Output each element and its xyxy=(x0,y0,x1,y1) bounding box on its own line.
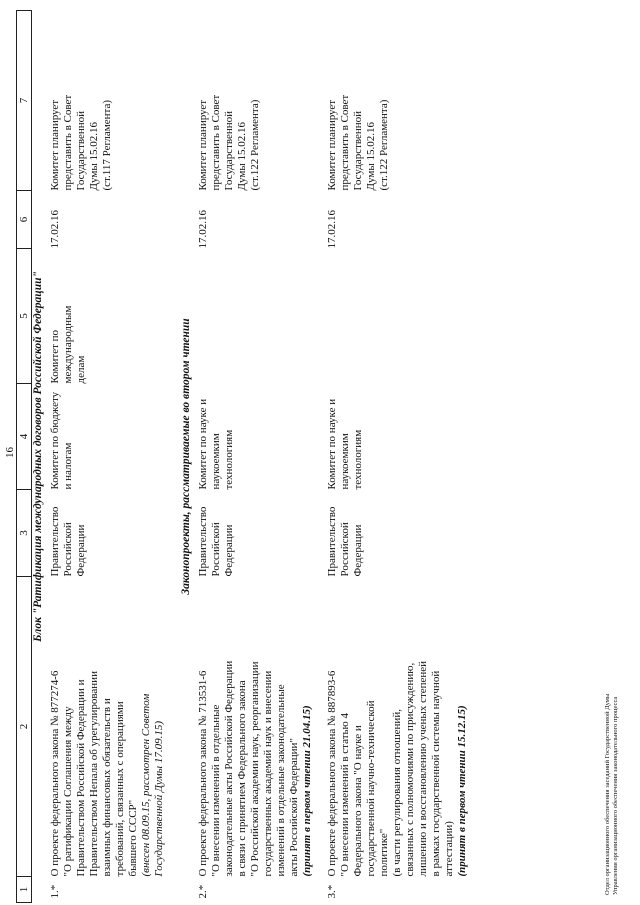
column-header-1: 1 xyxy=(17,877,32,903)
author-line: Федерации xyxy=(352,524,364,577)
plan-line: Государственной xyxy=(75,110,87,191)
row-number: 2.* xyxy=(197,884,209,899)
responsible-committee xyxy=(45,384,166,490)
bill-line: акты Российской Федерации" xyxy=(288,738,300,877)
bill-line: "О внесении изменений в отдельные xyxy=(210,704,222,877)
column-header-5: 5 xyxy=(17,249,32,384)
committee-line: и налогам xyxy=(62,442,74,490)
bill-line: в рамках государственной системы научной xyxy=(430,670,442,877)
author-line: Федерации xyxy=(223,524,235,577)
column-header-6: 6 xyxy=(17,191,32,249)
bill-author xyxy=(322,490,469,577)
plan-line: Государственной xyxy=(352,110,364,191)
bill-line: Правительством Российской Федерации и xyxy=(75,679,87,877)
author-line: Российской xyxy=(62,522,74,577)
bill-line: (в части регулирования отношений, xyxy=(391,709,403,877)
bill-line: лишению и восстановлению ученых степеней xyxy=(417,660,429,877)
author-line: Правительство xyxy=(326,506,338,577)
footer-line: Отдел организационного обеспечения заседаний Государственной Думы xyxy=(604,693,611,895)
co-executor-committee xyxy=(322,249,469,384)
bill-note: Государственной Думы 17.09.15) xyxy=(153,720,165,877)
bill-note: (принят в первом чтении 21.04.15) xyxy=(301,705,313,877)
bill-description xyxy=(322,577,469,877)
plan-note xyxy=(45,11,166,191)
plan-line: Комитет планирует xyxy=(326,99,338,191)
committee-line: технологиям xyxy=(352,429,364,490)
co-committee-line: международным xyxy=(62,305,74,384)
plan-line: Государственной xyxy=(223,110,235,191)
committee-line: наукоемким xyxy=(339,433,351,490)
bill-line: О проекте федерального закона № 713531-6 xyxy=(197,670,209,877)
section-heading-ratification: Блок "Ратификация международных договоров Российской Федерации" xyxy=(32,271,44,642)
bill-note: (внесен 08.09.15, рассмотрен Советом xyxy=(140,693,152,877)
bill-line: О проекте федерального закона № 877274-6 xyxy=(49,670,61,877)
bill-description xyxy=(193,577,314,877)
co-executor-committee xyxy=(45,249,166,384)
committee-line: технологиям xyxy=(223,429,235,490)
section-heading-row xyxy=(32,11,46,903)
footer-line: Управления организационного обеспечения законодательного процесса xyxy=(612,696,619,895)
column-header-4: 4 xyxy=(17,384,32,490)
plan-line: Думы 15.02.16 xyxy=(236,122,248,191)
author-line: Российской xyxy=(339,522,351,577)
co-executor-committee xyxy=(193,249,314,384)
committee-line: наукоемким xyxy=(210,433,222,490)
bill-line: О проекте федерального закона № 887893-6 xyxy=(326,670,338,877)
committee-line: Комитет по науке и xyxy=(197,398,209,490)
agenda-row xyxy=(45,11,166,903)
committee-line: Комитет по бюджету xyxy=(49,391,61,490)
bill-line: "О внесении изменений в статью 4 xyxy=(339,713,351,877)
responsible-committee xyxy=(322,384,469,490)
plan-line: представить в Совет xyxy=(339,94,351,191)
bill-line: в связи с принятием Федерального закона xyxy=(236,680,248,877)
review-date: 17.02.16 xyxy=(326,210,338,249)
column-number-row xyxy=(17,11,32,903)
author-line: Российской xyxy=(210,522,222,577)
row-spacer xyxy=(314,11,322,903)
plan-line: Комитет планирует xyxy=(197,99,209,191)
responsible-committee xyxy=(193,384,314,490)
plan-line: представить в Совет xyxy=(210,94,222,191)
row-number: 3.* xyxy=(326,884,338,899)
bill-line: связанных с полномочиями по присуждению, xyxy=(404,662,416,877)
author-line: Федерации xyxy=(75,524,87,577)
author-line: Правительство xyxy=(49,506,61,577)
plan-line: (ст.122 Регламента) xyxy=(249,99,261,191)
bill-line: политике" xyxy=(378,828,390,877)
page-footer xyxy=(604,694,620,895)
plan-line: (ст.122 Регламента) xyxy=(378,99,390,191)
bill-line: изменений в отдельные законодательные xyxy=(275,684,287,877)
plan-line: Думы 15.02.16 xyxy=(88,122,100,191)
plan-note xyxy=(322,11,469,191)
agenda-row xyxy=(193,11,314,903)
bill-line: Правительством Непала об урегулировании xyxy=(88,671,100,877)
bill-author xyxy=(193,490,314,577)
bill-line: аттестации) xyxy=(443,821,455,877)
bill-author xyxy=(45,490,166,577)
review-date: 17.02.16 xyxy=(197,210,209,249)
section-heading-second-reading: Законопроекты, рассматриваемые во втором чтении xyxy=(180,318,192,595)
bill-description xyxy=(45,577,166,877)
plan-line: представить в Совет xyxy=(62,94,74,191)
author-line: Правительство xyxy=(197,506,209,577)
plan-line: (ст.117 Регламента) xyxy=(101,99,113,191)
plan-line: Думы 15.02.16 xyxy=(365,122,377,191)
committee-line: Комитет по науке и xyxy=(326,398,338,490)
bill-line: государственной научно-технической xyxy=(365,700,377,877)
plan-note xyxy=(193,11,314,191)
bill-line: "О ратификации Соглашения между xyxy=(62,706,74,877)
column-header-7: 7 xyxy=(17,11,32,191)
bill-line: законодательные акты Российской Федерации xyxy=(223,660,235,877)
agenda-row xyxy=(322,11,469,903)
agenda-table xyxy=(16,10,469,903)
review-date: 17.02.16 xyxy=(49,210,61,249)
page-number: 16 xyxy=(4,447,16,458)
column-header-2: 2 xyxy=(17,577,32,877)
bill-line: Федерального закона "О науке и xyxy=(352,725,364,877)
column-header-3: 3 xyxy=(17,490,32,577)
bill-line: бывшего СССР" xyxy=(127,799,139,877)
row-number: 1.* xyxy=(49,884,61,899)
bill-line: взаимных финансовых обязательств и xyxy=(101,698,113,877)
section-heading-row xyxy=(166,11,193,903)
co-committee-line: делам xyxy=(75,355,87,384)
bill-note: (принят в первом чтении 15.12.15) xyxy=(456,705,468,877)
bill-line: государственных академий наук и внесении xyxy=(262,670,274,877)
co-committee-line: Комитет по xyxy=(49,329,61,384)
bill-line: требований, связанных с операциями xyxy=(114,701,126,877)
bill-line: "О Российской академии наук, реорганизации xyxy=(249,661,261,877)
plan-line: Комитет планирует xyxy=(49,99,61,191)
